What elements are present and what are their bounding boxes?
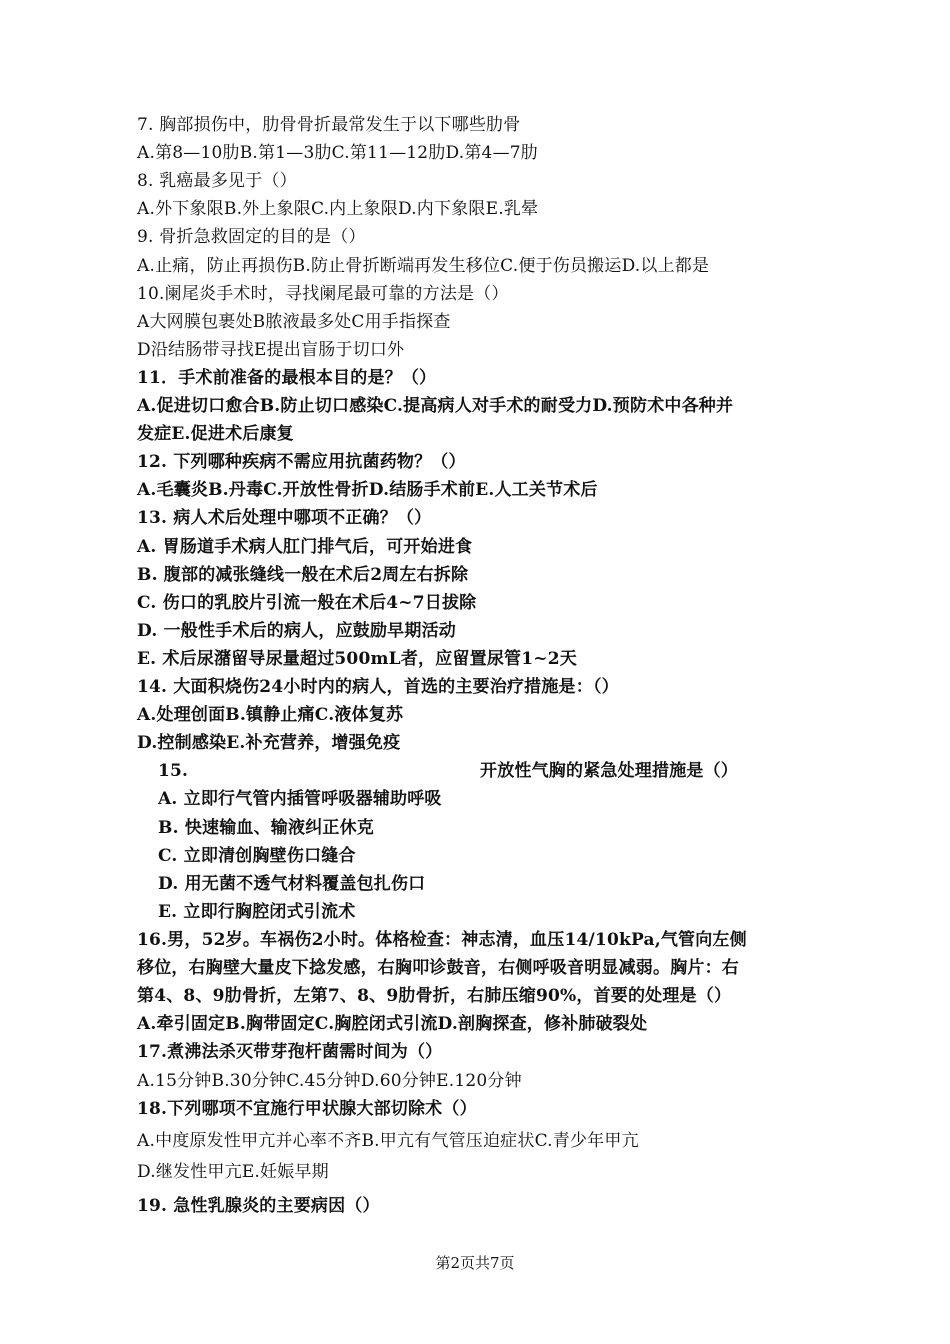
text-line: A.15分钟B.30分钟C.45分钟D.60分钟E.120分钟: [137, 1071, 522, 1091]
text-line: A. 胃肠道手术病人肛门排气后，可开始进食: [137, 537, 473, 557]
text-line: A.第8—10肋B.第1—3肋C.第11—12肋D.第4—7肋: [137, 143, 538, 163]
text-line: 18.下列哪项不宜施行甲状腺大部切除术（）: [137, 1099, 477, 1119]
text-line: 11．手术前准备的最根本目的是？（）: [137, 368, 437, 388]
text-line: 17.煮沸法杀灭带芽孢杆菌需时间为（）: [137, 1042, 443, 1062]
text-line: A.止痛，防止再损伤B.防止骨折断端再发生移位C.便于伤员搬运D.以上都是: [137, 256, 710, 276]
text-line: D. 用无菌不透气材料覆盖包扎伤口: [158, 874, 426, 894]
text-line: C. 伤口的乳胶片引流一般在术后4~7日拔除: [137, 593, 477, 613]
text-line: A.促进切口愈合B.防止切口感染C.提高病人对手术的耐受力D.预防术中各种并: [137, 396, 734, 416]
text-line: E. 术后尿潴留导尿量超过500mL者，应留置尿管1~2天: [137, 649, 577, 669]
text-line: 移位，右胸壁大量皮下捻发感，右胸叩诊鼓音，右侧呼吸音明显减弱。胸片：右: [137, 958, 739, 978]
text-line: 开放性气胸的紧急处理措施是（）: [480, 761, 738, 781]
text-line: A. 立即行气管内插管呼吸器辅助呼吸: [158, 789, 442, 809]
text-line: A.毛囊炎B.丹毒C.开放性骨折D.结肠手术前E.人工关节术后: [137, 480, 598, 500]
text-line: 第4、8、9肋骨折，左第7、8、9肋骨折，右肺压缩90%，首要的处理是（）: [137, 986, 732, 1006]
text-line: A.外下象限B.外上象限C.内上象限D.内下象限E.乳晕: [137, 199, 539, 219]
text-line: 10.阑尾炎手术时，寻找阑尾最可靠的方法是（）: [137, 284, 509, 304]
text-line: 8. 乳癌最多见于（）: [137, 171, 297, 191]
text-line: D.控制感染E.补充营养，增强免疫: [137, 733, 401, 753]
text-line: 7. 胸部损伤中，肋骨骨折最常发生于以下哪些肋骨: [137, 115, 521, 135]
text-line: 15.: [158, 761, 189, 781]
text-line: 13. 病人术后处理中哪项不正确？（）: [137, 508, 432, 528]
text-line: 9. 骨折急救固定的目的是（）: [137, 227, 366, 247]
text-line: B. 快速输血、输液纠正休克: [158, 818, 375, 838]
text-line: A.中度原发性甲亢并心率不齐B.甲亢有气管压迫症状C.青少年甲亢: [137, 1131, 639, 1151]
text-line: 12. 下列哪种疾病不需应用抗菌药物？（）: [137, 452, 466, 472]
text-line: D沿结肠带寻找E提出盲肠于切口外: [137, 340, 405, 360]
text-line: 14. 大面积烧伤24小时内的病人，首选的主要治疗措施是：（）: [137, 677, 619, 697]
text-line: 发症E.促进术后康复: [137, 424, 294, 444]
text-line: A大网膜包裹处B脓液最多处C用手指探查: [137, 312, 451, 332]
page-footer: 第2页共7页: [435, 1254, 515, 1272]
text-line: E. 立即行胸腔闭式引流术: [158, 902, 356, 922]
text-line: D.继发性甲亢E.妊娠早期: [137, 1162, 329, 1182]
text-line: B. 腹部的减张缝线一般在术后2周左右拆除: [137, 565, 469, 585]
text-line: A.处理创面B.镇静止痛C.液体复苏: [137, 705, 404, 725]
text-line: C. 立即清创胸壁伤口缝合: [158, 846, 356, 866]
text-line: A.牵引固定B.胸带固定C.胸腔闭式引流D.剖胸探查，修补肺破裂处: [137, 1014, 648, 1034]
text-line: 19. 急性乳腺炎的主要病因（）: [137, 1196, 380, 1216]
text-line: 16.男，52岁。车祸伤2小时。体格检查：神志清，血压14/10kPa,气管向左侧: [137, 930, 747, 950]
text-line: D. 一般性手术后的病人，应鼓励早期活动: [137, 621, 456, 641]
